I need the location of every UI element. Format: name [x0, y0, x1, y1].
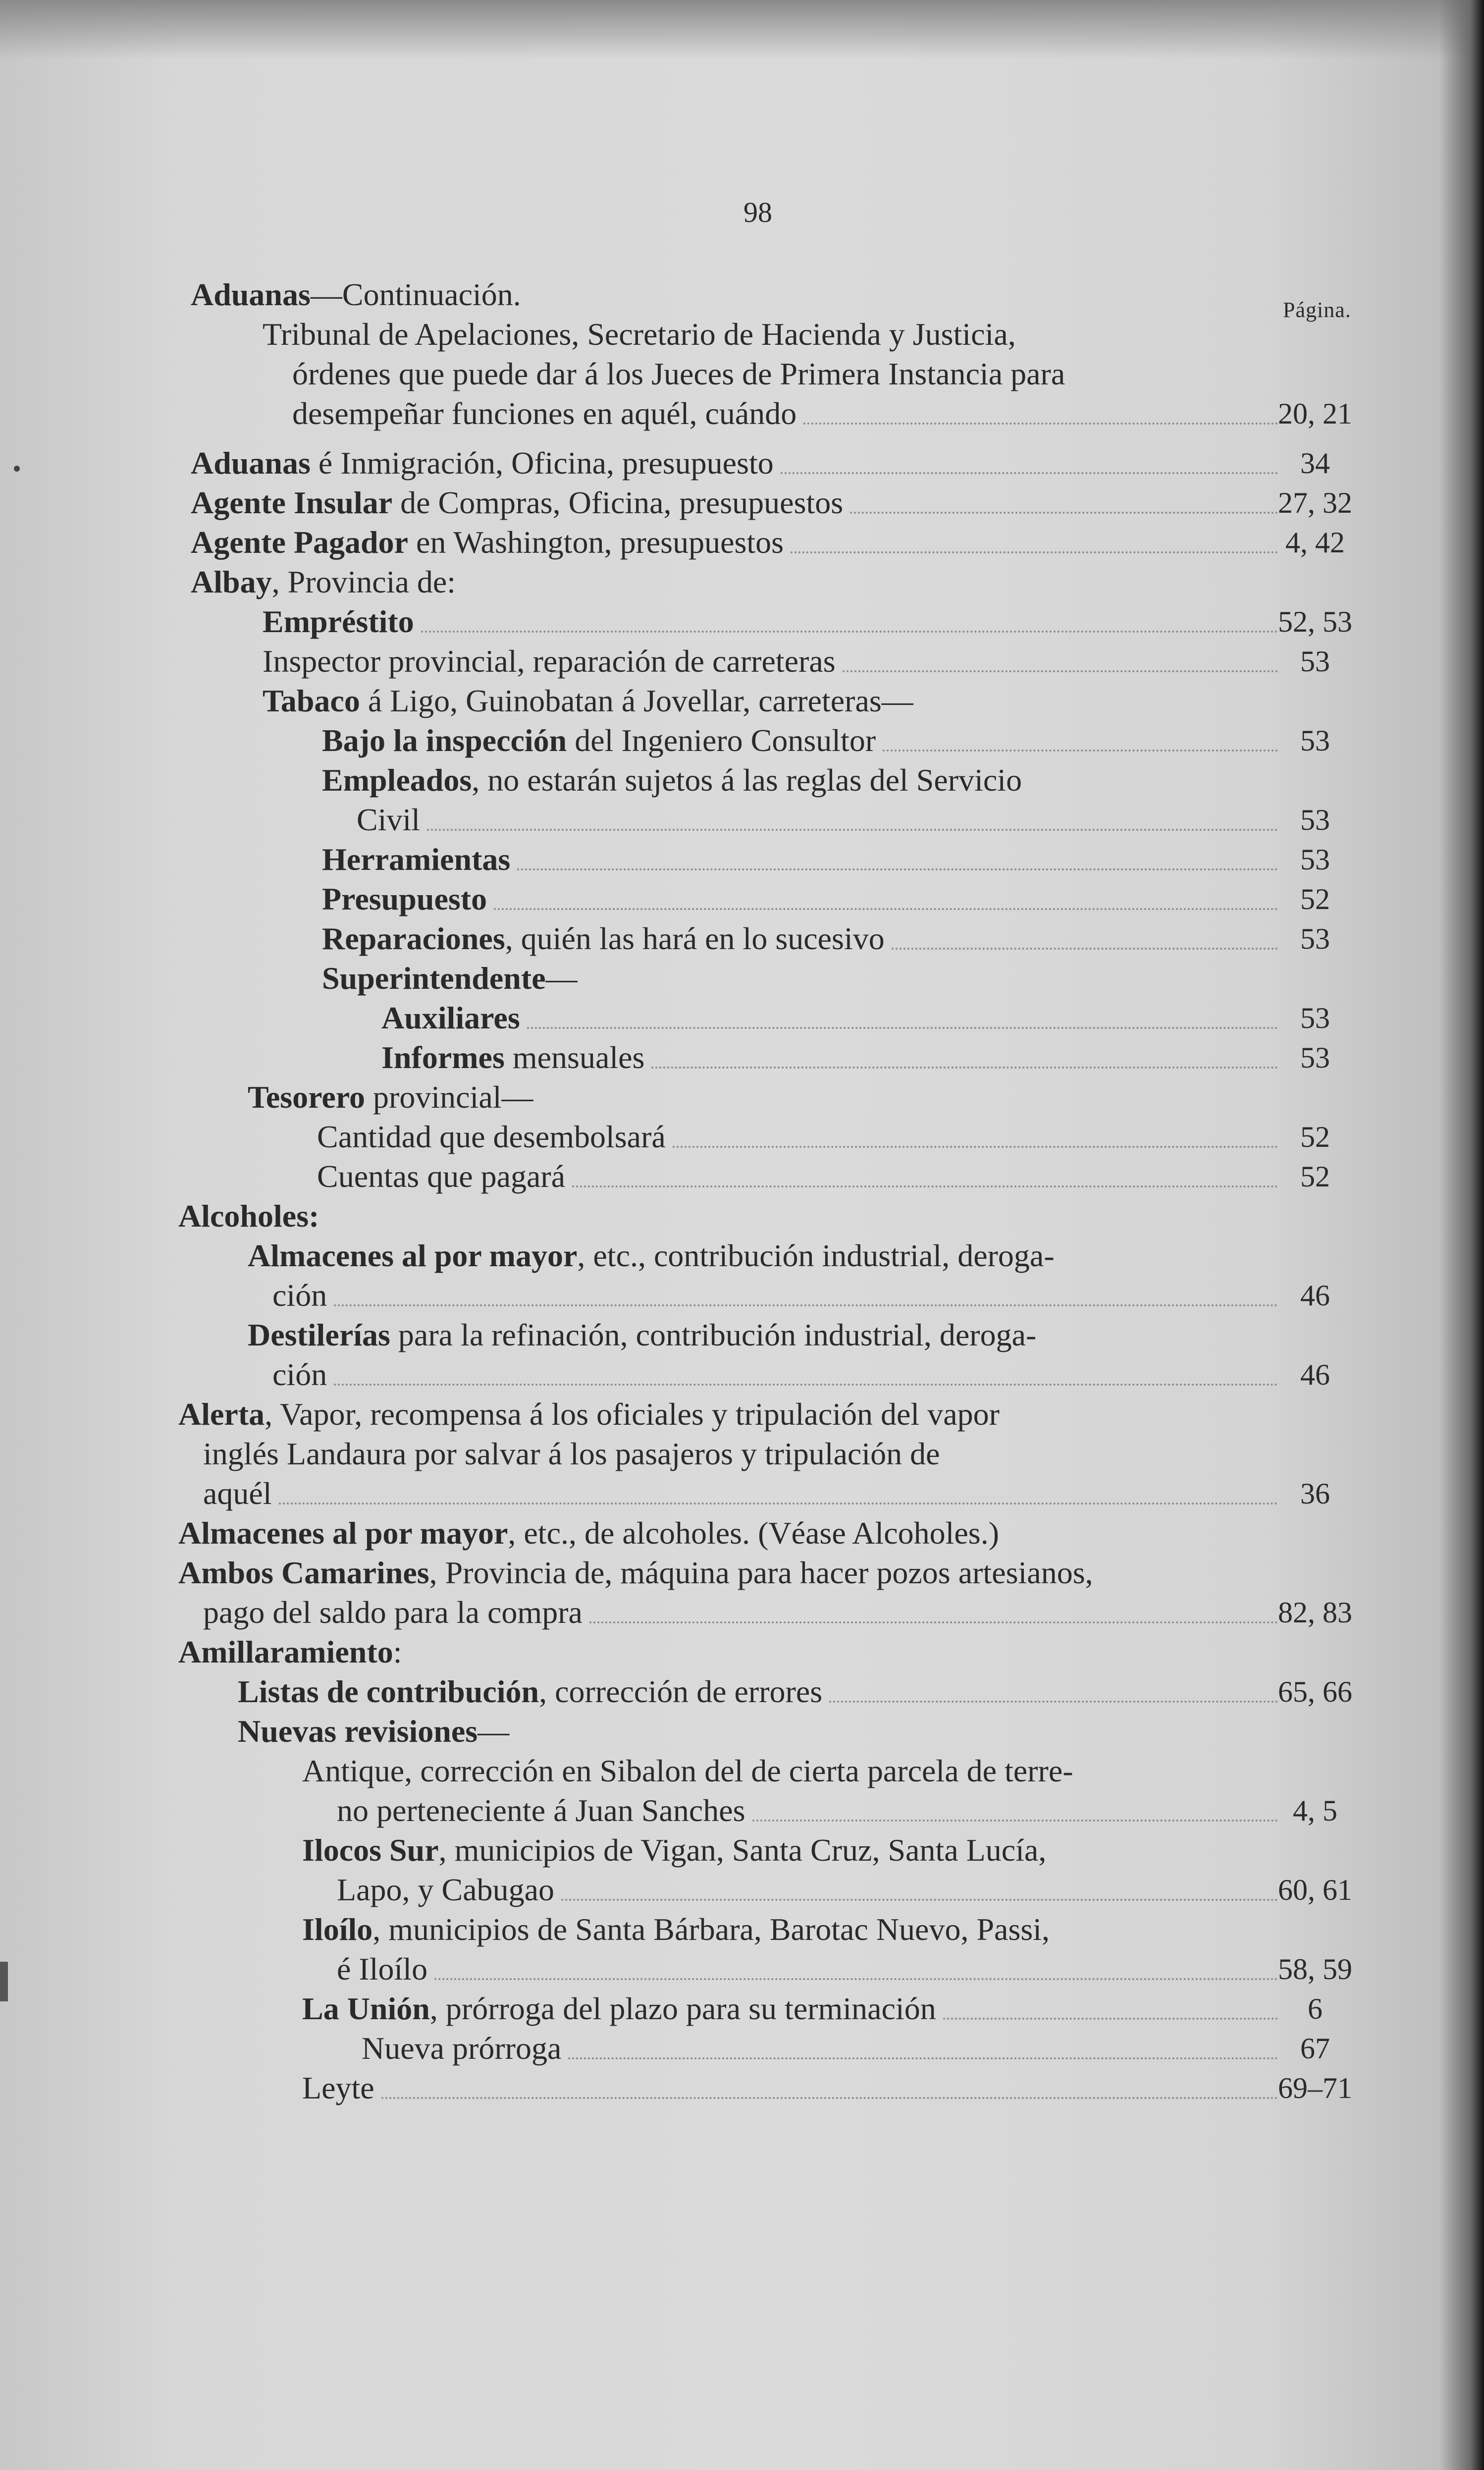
- entry-page-number: 53: [1300, 724, 1330, 757]
- entry-text: Almacenes al por mayor, etc., de alcoholes. (Véase Alcoholes.): [178, 1515, 999, 1551]
- index-entry: [0, 1870, 1484, 1910]
- entry-page-number: 53: [1300, 843, 1330, 876]
- entry-page-number: 46: [1300, 1358, 1330, 1391]
- entry-page-number: 52: [1300, 1121, 1330, 1153]
- index-entry: [0, 681, 1484, 721]
- entry-text: Ambos Camarines, Provincia de, máquina para hacer pozos artesianos,: [178, 1555, 1093, 1590]
- entry-page-number: 52: [1300, 1160, 1330, 1193]
- dot-leader: [427, 829, 1278, 831]
- index-entry: [0, 1395, 1484, 1434]
- index-entry: [0, 1712, 1484, 1751]
- index-entry: [0, 1315, 1484, 1355]
- index-entry: [0, 1038, 1484, 1077]
- entry-text: Antique, corrección en Sibalon del de cierta parcela de terre-: [302, 1753, 1073, 1788]
- dot-leader: [892, 948, 1278, 950]
- dot-leader: [334, 1304, 1278, 1306]
- entry-page-number: 52: [1300, 883, 1330, 915]
- entry-text: aquél: [203, 1476, 272, 1511]
- dot-leader: [568, 2057, 1278, 2059]
- index-entry: [0, 1672, 1484, 1712]
- entry-text: Auxiliares: [381, 1000, 520, 1035]
- entry-text: Leyte: [302, 2070, 374, 2105]
- dot-leader: [883, 750, 1278, 752]
- index-entry: [0, 760, 1484, 800]
- dot-leader: [572, 1185, 1278, 1187]
- entry-page-number: 52, 53: [1278, 605, 1352, 638]
- index-entry: [0, 1434, 1484, 1474]
- index-entry: [0, 1830, 1484, 1870]
- dot-leader: [494, 908, 1278, 910]
- index-entry: [0, 1276, 1484, 1315]
- entry-text: Amillaramiento:: [178, 1634, 402, 1669]
- entry-page-number: 20, 21: [1278, 397, 1352, 430]
- entry-text: Alcoholes:: [178, 1198, 319, 1234]
- entry-page-number: 53: [1300, 804, 1330, 836]
- entry-text: Tesorero provincial—: [248, 1079, 533, 1115]
- dot-leader: [781, 472, 1278, 474]
- index-entry: [0, 721, 1484, 760]
- entry-text: Nueva prórroga: [362, 2031, 562, 2066]
- index-entry: [0, 1593, 1484, 1632]
- entry-text: Cantidad que desembolsará: [317, 1119, 666, 1154]
- entry-page-number: 69–71: [1278, 2072, 1352, 2104]
- dot-leader: [829, 1701, 1278, 1703]
- dot-leader: [561, 1899, 1278, 1901]
- index-entry: [0, 1236, 1484, 1276]
- dot-leader: [803, 423, 1278, 425]
- index-entry: [0, 1751, 1484, 1791]
- entry-text: Nuevas revisiones—: [238, 1714, 510, 1749]
- dot-leader: [434, 1978, 1278, 1980]
- entry-text: desempeñar funciones en aquél, cuándo: [292, 396, 797, 431]
- index-entry: [0, 2068, 1484, 2108]
- entry-text: Herramientas: [322, 842, 511, 877]
- entry-text: Destilerías para la refinación, contribución industrial, deroga-: [248, 1317, 1037, 1352]
- entry-page-number: 58, 59: [1278, 1953, 1352, 1986]
- index-entry: [0, 1474, 1484, 1513]
- entry-page-number: 46: [1300, 1279, 1330, 1312]
- index-entry: [0, 1355, 1484, 1395]
- dot-leader: [589, 1621, 1278, 1623]
- index-entry: [0, 800, 1484, 840]
- dot-leader: [517, 868, 1278, 870]
- index-entry: [0, 840, 1484, 879]
- dot-leader: [381, 2097, 1278, 2099]
- entry-text: Presupuesto: [322, 881, 487, 916]
- dot-leader: [843, 670, 1278, 672]
- index-entry: [0, 1910, 1484, 1949]
- dot-leader: [752, 1820, 1278, 1822]
- entry-text: Alerta, Vapor, recompensa á los oficiales y tripulación del vapor: [178, 1396, 1000, 1432]
- entry-text: Bajo la inspección del Ingeniero Consultor: [322, 723, 876, 758]
- entry-text: Iloílo, municipios de Santa Bárbara, Barotac Nuevo, Passi,: [302, 1912, 1050, 1947]
- index-entry: [0, 879, 1484, 919]
- index-entry: [0, 1632, 1484, 1672]
- entry-text: Cuentas que pagará: [317, 1159, 566, 1194]
- entry-text: Empréstito: [263, 604, 414, 639]
- index-entry: [0, 523, 1484, 562]
- index-entry: [0, 562, 1484, 602]
- entry-text: Reparaciones, quién las hará en lo sucesivo: [322, 921, 885, 956]
- entry-text: La Unión, prórroga del plazo para su terminación: [302, 1991, 936, 2026]
- index-entry: [0, 315, 1484, 354]
- index-entry: [0, 1553, 1484, 1593]
- entry-text: Aduanas—Continuación.: [191, 277, 521, 312]
- index-entry: [0, 642, 1484, 681]
- dot-leader: [673, 1146, 1278, 1148]
- entry-page-number: 82, 83: [1278, 1596, 1352, 1629]
- entry-text: Agente Pagador en Washington, presupuestos: [191, 525, 784, 560]
- entry-page-number: 6: [1308, 1992, 1323, 2025]
- entry-page-number: 67: [1300, 2032, 1330, 2065]
- page-number: 98: [743, 196, 772, 228]
- index-entry: [0, 354, 1484, 394]
- dot-leader: [850, 512, 1278, 514]
- entry-text: Empleados, no estarán sujetos á las reglas del Servicio: [322, 762, 1022, 798]
- entry-text: Aduanas é Inmigración, Oficina, presupuesto: [191, 445, 774, 481]
- entry-page-number: 4, 5: [1293, 1794, 1337, 1827]
- dot-leader: [651, 1067, 1278, 1069]
- scan-top-shadow: [0, 0, 1484, 59]
- index-entry: [0, 1077, 1484, 1117]
- entry-page-number: 53: [1300, 645, 1330, 678]
- entry-text: Almacenes al por mayor, etc., contribución industrial, deroga-: [248, 1238, 1055, 1273]
- index-entry: [0, 1196, 1484, 1236]
- entry-text: Tabaco á Ligo, Guinobatan á Jovellar, carreteras—: [263, 683, 913, 718]
- entry-page-number: 60, 61: [1278, 1874, 1352, 1906]
- index-entry: [0, 602, 1484, 642]
- entry-text: é Iloílo: [337, 1951, 428, 1987]
- entry-text: Albay, Provincia de:: [191, 564, 456, 599]
- entry-text: no perteneciente á Juan Sanches: [337, 1793, 745, 1828]
- entry-page-number: 53: [1300, 1002, 1330, 1034]
- entry-text: ción: [272, 1278, 327, 1313]
- entry-text: Inspector provincial, reparación de carreteras: [263, 644, 836, 679]
- dot-leader: [334, 1384, 1278, 1386]
- entry-page-number: 36: [1300, 1477, 1330, 1510]
- index-entry: [0, 1989, 1484, 2029]
- entry-text: Agente Insular de Compras, Oficina, presupuestos: [191, 485, 844, 520]
- index-entry: [0, 919, 1484, 959]
- entry-text: Lapo, y Cabugao: [337, 1872, 554, 1907]
- entry-text: ción: [272, 1357, 327, 1392]
- index-entry: [0, 1117, 1484, 1157]
- index-entry: [0, 1949, 1484, 1989]
- entry-text: Informes mensuales: [381, 1040, 645, 1075]
- dot-leader: [527, 1027, 1278, 1029]
- entry-text: Ilocos Sur, municipios de Vigan, Santa Cruz, Santa Lucía,: [302, 1832, 1047, 1868]
- entry-page-number: 53: [1300, 922, 1330, 955]
- index-entry: [0, 483, 1484, 523]
- entry-text: Superintendente—: [322, 961, 578, 996]
- index-entry: [0, 959, 1484, 998]
- entry-page-number: 4, 42: [1285, 526, 1345, 559]
- index-entry: [0, 1157, 1484, 1196]
- entry-page-number: 53: [1300, 1041, 1330, 1074]
- entry-text: inglés Landaura por salvar á los pasajeros y tripulación de: [203, 1436, 940, 1471]
- dot-leader: [791, 551, 1278, 553]
- index-entry: [0, 394, 1484, 433]
- index-entry: [0, 2029, 1484, 2068]
- page-column-header: Página.: [1283, 298, 1351, 322]
- entry-text: Listas de contribución, corrección de errores: [238, 1674, 823, 1709]
- index-entry: [0, 443, 1484, 483]
- dot-leader: [943, 2018, 1278, 2020]
- dot-leader: [279, 1503, 1278, 1504]
- entry-page-number: 34: [1300, 447, 1330, 480]
- entry-text: Tribunal de Apelaciones, Secretario de Hacienda y Justicia,: [263, 317, 1016, 352]
- entry-page-number: 27, 32: [1278, 486, 1352, 519]
- entry-page-number: 65, 66: [1278, 1675, 1352, 1708]
- entry-text: Civil: [357, 802, 421, 837]
- dot-leader: [421, 631, 1278, 633]
- entry-text: órdenes que puede dar á los Jueces de Primera Instancia para: [292, 356, 1065, 391]
- index-entry: [0, 1513, 1484, 1553]
- entry-text: pago del saldo para la compra: [203, 1595, 583, 1630]
- index-entry: [0, 998, 1484, 1038]
- index-entry: [0, 1791, 1484, 1830]
- index-entry: [0, 275, 1484, 315]
